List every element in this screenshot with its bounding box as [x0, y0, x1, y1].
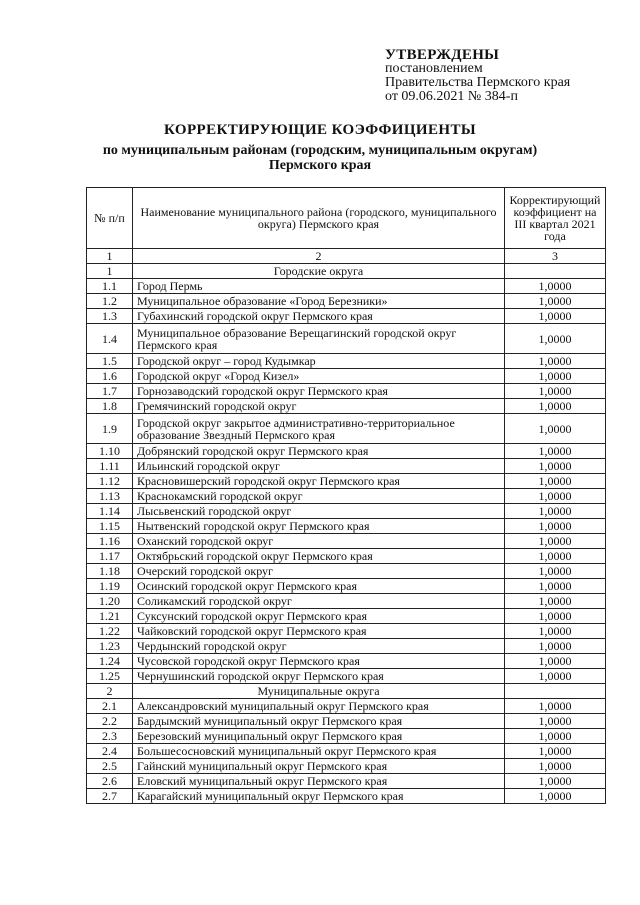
coefficient-value: 1,0000	[505, 579, 606, 594]
coefficient-value: 1,0000	[505, 459, 606, 474]
table-header-row	[87, 188, 606, 249]
header-name: Наименование муниципального района (городского, муниципального округа) Пермского края	[133, 188, 505, 249]
district-name: Городской округ «Город Кизел»	[133, 369, 505, 384]
row-number: 1.7	[87, 384, 133, 399]
approval-block	[385, 48, 570, 104]
coefficient-value: 1,0000	[505, 504, 606, 519]
row-number: 2.7	[87, 789, 133, 804]
district-name: Оханский городской округ	[133, 534, 505, 549]
table-row	[87, 324, 606, 354]
coefficient-value: 1,0000	[505, 639, 606, 654]
row-number: 1.16	[87, 534, 133, 549]
coefficient-value: 1,0000	[505, 609, 606, 624]
row-number: 2.3	[87, 729, 133, 744]
district-name: Краснокамский городской округ	[133, 489, 505, 504]
district-name: Нытвенский городской округ Пермского края	[133, 519, 505, 534]
row-number: 1.13	[87, 489, 133, 504]
coefficient-value: 1,0000	[505, 474, 606, 489]
column-number: 1	[87, 249, 133, 264]
row-number: 1.19	[87, 579, 133, 594]
approval-line: Правительства Пермского края	[385, 75, 571, 90]
district-name: Ильинский городской округ	[133, 459, 505, 474]
section-number: 2	[87, 684, 133, 699]
table-row	[87, 744, 606, 759]
district-name: Соликамский городской округ	[133, 594, 505, 609]
table-row	[87, 669, 606, 684]
section-header-row	[87, 264, 606, 279]
column-number: 2	[133, 249, 505, 264]
table-row	[87, 609, 606, 624]
row-number: 1.18	[87, 564, 133, 579]
row-number: 1.24	[87, 654, 133, 669]
coefficient-value: 1,0000	[505, 519, 606, 534]
column-number-row	[87, 249, 606, 264]
table-row	[87, 714, 606, 729]
table-row	[87, 369, 606, 384]
table-row	[87, 654, 606, 669]
coefficient-value: 1,0000	[505, 654, 606, 669]
column-number: 3	[505, 249, 606, 264]
row-number: 1.3	[87, 309, 133, 324]
table-row	[87, 729, 606, 744]
table-row	[87, 594, 606, 609]
row-number: 1.25	[87, 669, 133, 684]
row-number: 1.20	[87, 594, 133, 609]
coefficient-value: 1,0000	[505, 384, 606, 399]
coefficient-value: 1,0000	[505, 549, 606, 564]
coefficient-value: 1,0000	[505, 669, 606, 684]
row-number: 1.2	[87, 294, 133, 309]
document-title: КОРРЕКТИРУЮЩИЕ КОЭФФИЦИЕНТЫ	[163, 122, 477, 138]
coefficient-value: 1,0000	[505, 624, 606, 639]
table-row	[87, 309, 606, 324]
district-name: Городской округ закрытое административно-территориальное образование Звездный Пермского края	[133, 414, 505, 444]
row-number: 1.5	[87, 354, 133, 369]
table-row	[87, 354, 606, 369]
district-name: Городской округ – город Кудымкар	[133, 354, 505, 369]
district-name: Чайковский городской округ Пермского края	[133, 624, 505, 639]
district-name: Муниципальное образование «Город Березники»	[133, 294, 505, 309]
coefficient-value: 1,0000	[505, 564, 606, 579]
document-subtitle	[0, 143, 640, 173]
district-name: Суксунский городской округ Пермского края	[133, 609, 505, 624]
coefficient-value: 1,0000	[505, 279, 606, 294]
coefficient-value: 1,0000	[505, 294, 606, 309]
empty-cell	[505, 684, 606, 699]
coefficient-value: 1,0000	[505, 744, 606, 759]
approval-line: от 09.06.2021 № 384-п	[385, 89, 518, 104]
row-number: 1.15	[87, 519, 133, 534]
district-name: Добрянский городской округ Пермского края	[133, 444, 505, 459]
district-name: Большесосновский муниципальный округ Пермского края	[133, 744, 505, 759]
district-name: Лысьвенский городской округ	[133, 504, 505, 519]
table-row	[87, 624, 606, 639]
district-name: Бардымский муниципальный округ Пермского края	[133, 714, 505, 729]
district-name: Губахинский городской округ Пермского края	[133, 309, 505, 324]
table-row	[87, 699, 606, 714]
district-name: Красновишерский городской округ Пермского края	[133, 474, 505, 489]
district-name: Карагайский муниципальный округ Пермского края	[133, 789, 505, 804]
coefficient-value: 1,0000	[505, 789, 606, 804]
district-name: Чернушинский городской округ Пермского края	[133, 669, 505, 684]
coefficient-value: 1,0000	[505, 699, 606, 714]
table-row	[87, 519, 606, 534]
district-name: Горнозаводский городской округ Пермского края	[133, 384, 505, 399]
table-row	[87, 639, 606, 654]
table-row	[87, 504, 606, 519]
row-number: 1.10	[87, 444, 133, 459]
coefficients-table	[86, 187, 606, 804]
row-number: 1.23	[87, 639, 133, 654]
row-number: 1.22	[87, 624, 133, 639]
coefficient-value: 1,0000	[505, 714, 606, 729]
table-row	[87, 459, 606, 474]
coefficient-value: 1,0000	[505, 534, 606, 549]
row-number: 2.5	[87, 759, 133, 774]
row-number: 1.9	[87, 414, 133, 444]
district-name: Чердынский городской округ	[133, 639, 505, 654]
table-row	[87, 549, 606, 564]
row-number: 1.4	[87, 324, 133, 354]
coefficient-value: 1,0000	[505, 759, 606, 774]
row-number: 1.21	[87, 609, 133, 624]
coefficient-value: 1,0000	[505, 774, 606, 789]
table-row	[87, 489, 606, 504]
row-number: 2.4	[87, 744, 133, 759]
table-row	[87, 294, 606, 309]
table-row	[87, 279, 606, 294]
approval-heading: УТВЕРЖДЕНЫ	[385, 47, 500, 63]
row-number: 1.12	[87, 474, 133, 489]
table-row	[87, 774, 606, 789]
section-title: Муниципальные округа	[133, 684, 505, 699]
table-row	[87, 414, 606, 444]
subtitle-line: по муниципальным районам (городским, муниципальным округам)	[102, 143, 538, 158]
district-name: Александровский муниципальный округ Пермского края	[133, 699, 505, 714]
coefficient-value: 1,0000	[505, 594, 606, 609]
district-name: Чусовской городской округ Пермского края	[133, 654, 505, 669]
district-name: Город Пермь	[133, 279, 505, 294]
section-body	[87, 684, 606, 804]
row-number: 2.6	[87, 774, 133, 789]
district-name: Гремячинский городской округ	[133, 399, 505, 414]
table-row	[87, 384, 606, 399]
coefficient-value: 1,0000	[505, 414, 606, 444]
table-row	[87, 789, 606, 804]
district-name: Очерский городской округ	[133, 564, 505, 579]
row-number: 2.2	[87, 714, 133, 729]
row-number: 2.1	[87, 699, 133, 714]
table-row	[87, 759, 606, 774]
district-name: Осинский городской округ Пермского края	[133, 579, 505, 594]
coefficient-value: 1,0000	[505, 444, 606, 459]
table-row	[87, 534, 606, 549]
coefficient-value: 1,0000	[505, 309, 606, 324]
row-number: 1.14	[87, 504, 133, 519]
header-num: № п/п	[87, 188, 133, 249]
district-name: Еловский муниципальный округ Пермского края	[133, 774, 505, 789]
subtitle-line: Пермского края	[268, 158, 372, 173]
district-name: Муниципальное образование Верещагинский городской округ Пермского края	[133, 324, 505, 354]
table-row	[87, 474, 606, 489]
row-number: 1.8	[87, 399, 133, 414]
section-body	[87, 264, 606, 684]
coefficient-value: 1,0000	[505, 399, 606, 414]
section-header-row	[87, 684, 606, 699]
section-title: Городские округа	[133, 264, 505, 279]
district-name: Октябрьский городской округ Пермского края	[133, 549, 505, 564]
coefficient-value: 1,0000	[505, 324, 606, 354]
table-row	[87, 564, 606, 579]
coefficient-value: 1,0000	[505, 489, 606, 504]
section-number: 1	[87, 264, 133, 279]
row-number: 1.11	[87, 459, 133, 474]
header-coef: Корректирующий коэффициент на III квартал 2021 года	[505, 188, 606, 249]
table-row	[87, 579, 606, 594]
coefficient-value: 1,0000	[505, 729, 606, 744]
row-number: 1.17	[87, 549, 133, 564]
row-number: 1.6	[87, 369, 133, 384]
table-row	[87, 444, 606, 459]
coefficient-value: 1,0000	[505, 354, 606, 369]
row-number: 1.1	[87, 279, 133, 294]
district-name: Березовский муниципальный округ Пермского края	[133, 729, 505, 744]
empty-cell	[505, 264, 606, 279]
coefficient-value: 1,0000	[505, 369, 606, 384]
table-row	[87, 399, 606, 414]
district-name: Гайнский муниципальный округ Пермского края	[133, 759, 505, 774]
approval-line: постановлением	[385, 61, 483, 76]
